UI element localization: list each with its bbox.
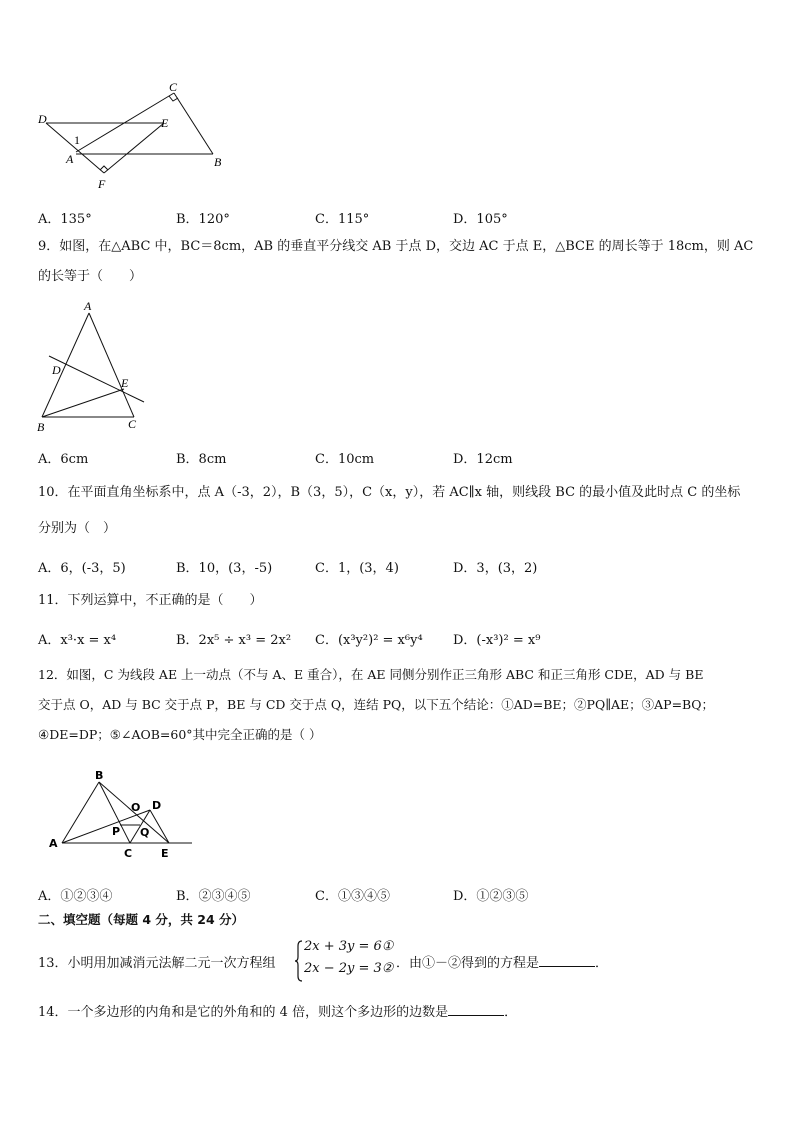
q8-line-CB	[174, 93, 213, 154]
q12-label-C: C	[124, 847, 133, 860]
q12-label-P: P	[112, 825, 121, 838]
q12-line-DE	[150, 810, 169, 843]
q11-option-d[interactable]: D．(-x³)² = x⁹	[453, 633, 541, 648]
q12-label-D: D	[152, 799, 162, 812]
q9-label-D: D	[52, 363, 61, 377]
q10-option-d[interactable]: D．3，(3，2)	[453, 561, 538, 576]
q10-line-1: 10．在平面直角坐标系中，点 A（-3，2），B（3，5），C（x，y），若 AC∥x 轴，则线段 BC 的最小值及此时点 C 的坐标	[38, 485, 741, 500]
q11-option-a[interactable]: A．x³·x = x⁴	[38, 633, 117, 648]
q12-line-1: 12．如图，C 为线段 AE 上一动点（不与 A、E 重合），在 AE 同侧分别作正三角形 ABC 和正三角形 CDE，AD 与 BE	[38, 667, 704, 682]
q9-line-1: 9．如图，在△ABC 中，BC＝8cm，AB 的垂直平分线交 AB 于点 D，交边 AC 于点 E，△BCE 的周长等于 18cm，则 AC	[38, 239, 754, 254]
q8-right-angle-F	[100, 166, 108, 170]
q8-label-F: F	[98, 177, 106, 191]
q9-label-C: C	[128, 417, 137, 431]
q10-option-b[interactable]: B．10，(3，-5)	[176, 561, 273, 576]
q8-option-b[interactable]: B．120°	[176, 212, 230, 227]
q8-label-C: C	[169, 80, 178, 94]
q12-label-E: E	[161, 847, 169, 860]
q9-perpendicular-bisector	[49, 356, 144, 402]
q9-option-d[interactable]: D．12cm	[453, 452, 513, 467]
q14	[38, 1001, 517, 1020]
q14-text: 14．一个多边形的内角和是它的外角和的 4 倍，则这个多边形的边数是	[38, 1005, 449, 1020]
q10-options	[38, 557, 758, 577]
q11-option-c[interactable]: C．(x³y²)² = x⁶y⁴	[315, 633, 423, 648]
q12-label-A: A	[49, 837, 58, 850]
q13-suffix-text: ．由①－②得到的方程是	[396, 956, 540, 971]
q10-option-c[interactable]: C．1，(3，4)	[315, 561, 399, 576]
q12-line-3: ④DE=DP；⑤∠AOB=60°其中完全正确的是（ ）	[38, 727, 322, 742]
q12-option-d[interactable]: D．①②③⑤	[453, 889, 529, 904]
q9-options	[38, 448, 758, 468]
q8-options	[38, 208, 758, 228]
q8-label-D: D	[38, 112, 47, 126]
q13-equation-1: 2x + 3y = 6①	[304, 939, 394, 954]
q8-option-d[interactable]: D．105°	[453, 212, 508, 227]
q8-label-1: 1	[74, 133, 80, 147]
q12-option-a[interactable]: A．①②③④	[38, 889, 113, 904]
q13	[38, 936, 758, 984]
q9-label-B: B	[37, 420, 45, 434]
q8-line-FE	[104, 123, 164, 173]
q9-option-b[interactable]: B．8cm	[176, 452, 227, 467]
q8-label-A: A	[66, 152, 74, 166]
q14-end: ．	[504, 1005, 518, 1020]
q9-line-2: 的长等于（ ）	[38, 269, 143, 284]
q9-option-c[interactable]: C．10cm	[315, 452, 375, 467]
q8-line-DF	[46, 123, 104, 173]
q10-stem	[38, 478, 758, 544]
q9-stem	[38, 232, 758, 292]
q8-option-a[interactable]: A．135°	[38, 212, 92, 227]
q13-suffix	[396, 952, 608, 971]
q9-line-AB	[42, 313, 89, 417]
q9-label-E: E	[121, 376, 129, 390]
q13-answer-blank[interactable]	[539, 954, 595, 967]
q8-label-E: E	[161, 116, 169, 130]
q9-line-AC	[89, 313, 134, 417]
q12-option-c[interactable]: C．①③④⑤	[315, 889, 390, 904]
q12-label-O: O	[131, 801, 141, 814]
q10-line-2: 分别为（ ）	[38, 521, 117, 536]
q14-answer-blank[interactable]	[448, 1003, 504, 1016]
q9-option-a[interactable]: A．6cm	[38, 452, 89, 467]
q13-equation-2: 2x − 2y = 3②	[304, 961, 394, 976]
q10-option-a[interactable]: A．6，(-3，5)	[38, 561, 126, 576]
section-2-title: 二、填空题（每题 4 分，共 24 分）	[38, 912, 245, 927]
q9-figure	[34, 298, 154, 434]
q8-option-c[interactable]: C．115°	[315, 212, 370, 227]
q13-brace-icon	[294, 940, 304, 982]
q12-line-2: 交于点 O，AD 与 BC 交于点 P，BE 与 CD 交于点 Q，连结 PQ，以下五个结论：①AD=BE；②PQ∥AE；③AP=BQ；	[38, 697, 714, 712]
q9-line-BE	[42, 389, 124, 417]
q8-label-B: B	[214, 155, 222, 169]
q9-label-A: A	[84, 299, 92, 313]
q11-stem-text: 11．下列运算中，不正确的是（ ）	[38, 593, 263, 608]
q12-options	[38, 885, 758, 905]
q11-options	[38, 629, 758, 649]
q11-option-b[interactable]: B．2x⁵ ÷ x³ = 2x²	[176, 633, 292, 648]
q12-label-Q: Q	[140, 826, 150, 839]
q8-figure	[36, 80, 236, 195]
q13-end: ．	[595, 956, 609, 971]
q12-line-AB	[62, 782, 99, 843]
q12-label-B: B	[95, 769, 104, 782]
q11-stem	[38, 586, 758, 616]
q12-stem	[38, 660, 758, 750]
q13-prefix: 13．小明用加减消元法解二元一次方程组	[38, 956, 276, 971]
q12-figure	[46, 768, 196, 860]
q12-option-b[interactable]: B．②③④⑤	[176, 889, 251, 904]
